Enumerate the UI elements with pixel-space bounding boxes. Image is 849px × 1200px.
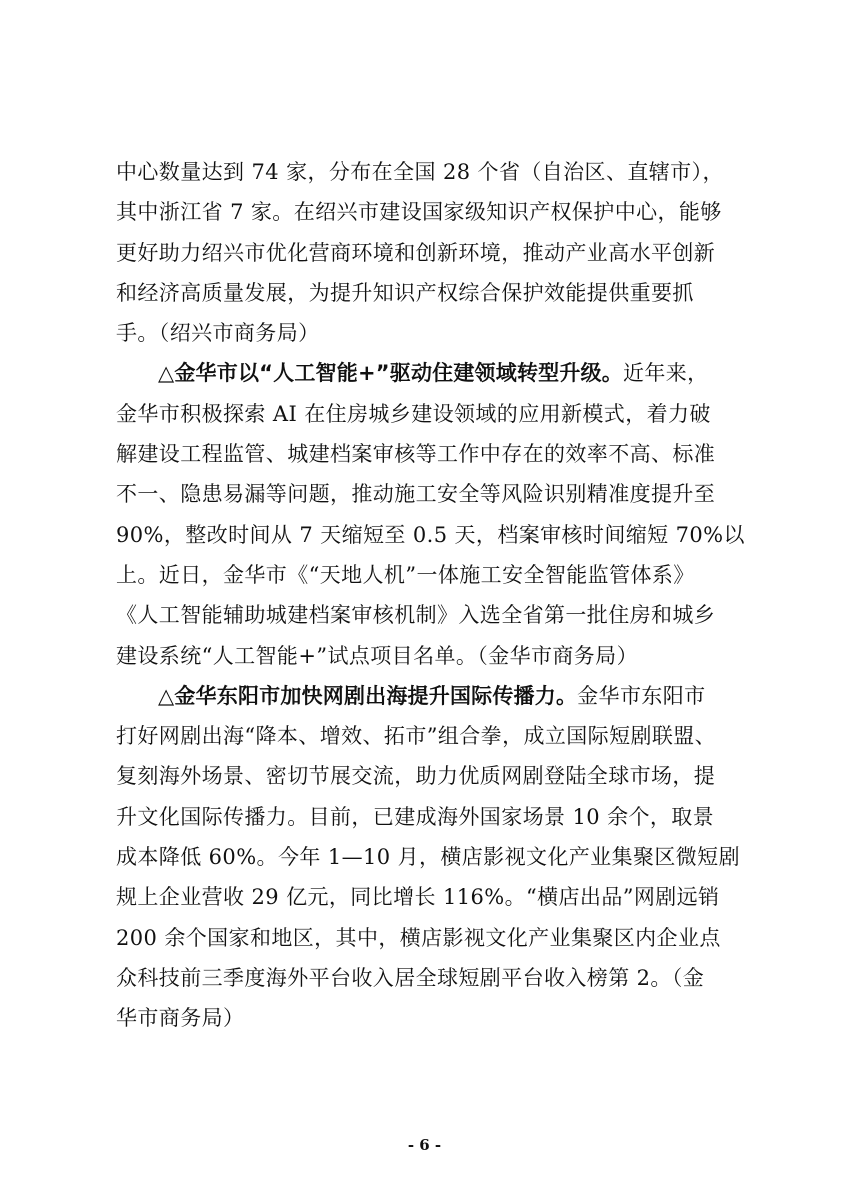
heading-followup-text: 近年来， (622, 361, 709, 386)
text-line: 华市商务局） (116, 1006, 245, 1031)
text-line: 其中浙江省 7 家。在绍兴市建设国家级知识产权保护中心，能够 (116, 200, 722, 225)
paragraph-shaoxing-continuation (116, 152, 756, 353)
text-line: 90%，整改时间从 7 天缩短至 0.5 天，档案审核时间缩短 70%以 (116, 522, 745, 547)
text-line: 上。近日，金华市《“天地人机”一体施工安全智能监管体系》 (116, 562, 695, 587)
paragraph-heading: △金华市以“人工智能+”驱动住建领域转型升级。 (158, 361, 623, 386)
text-line: 金华市积极探索 AI 在住房城乡建设领域的应用新模式，着力破 (116, 401, 711, 426)
paragraph-jinhua-ai (116, 353, 756, 675)
page-number: - 6 - (407, 1136, 442, 1154)
document-body (116, 152, 756, 1039)
text-line: 复刻海外场景、密切节展交流，助力优质网剧登陆全球市场，提 (116, 764, 716, 789)
paragraph-heading: △金华东阳市加快网剧出海提升国际传播力。 (158, 683, 578, 708)
text-line: 200 余个国家和地区，其中，横店影视文化产业集聚区内企业点 (116, 925, 721, 950)
text-line: 不一、隐患易漏等问题，推动施工安全等风险识别精准度提升至 (116, 482, 716, 507)
text-line: 建设系统“人工智能+”试点项目名单。（金华市商务局） (116, 643, 638, 668)
text-line: 更好助力绍兴市优化营商环境和创新环境，推动产业高水平创新 (116, 240, 716, 265)
text-line: 中心数量达到 74 家，分布在全国 28 个省（自治区、直辖市）， (116, 160, 724, 184)
text-line: 和经济高质量发展，为提升知识产权综合保护效能提供重要抓 (116, 280, 694, 305)
paragraph-dongyang-webdrama (116, 676, 756, 1039)
text-line: 打好网剧出海“降本、增效、拓市”组合拳，成立国际短剧联盟、 (116, 724, 717, 749)
text-line: 众科技前三季度海外平台收入居全球短剧平台收入榜第 2。（金 (116, 965, 705, 990)
text-line: 成本降低 60%。今年 1—10 月，横店影视文化产业集聚区微短剧 (116, 845, 740, 870)
paragraph-first-line (116, 676, 756, 716)
text-line: 规上企业营收 29 亿元，同比增长 116%。“横店出品”网剧远销 (116, 885, 720, 910)
heading-followup-text: 金华市东阳市 (577, 683, 706, 708)
text-line: 《人工智能辅助城建档案审核机制》入选全省第一批住房和城乡 (116, 603, 716, 628)
paragraph-first-line (116, 353, 756, 393)
text-line: 手。（绍兴市商务局） (116, 321, 320, 346)
text-line: 解建设工程监管、城建档案审核等工作中存在的效率不高、标准 (116, 442, 716, 467)
text-line: 升文化国际传播力。目前，已建成海外国家场景 10 余个，取景 (116, 804, 715, 829)
